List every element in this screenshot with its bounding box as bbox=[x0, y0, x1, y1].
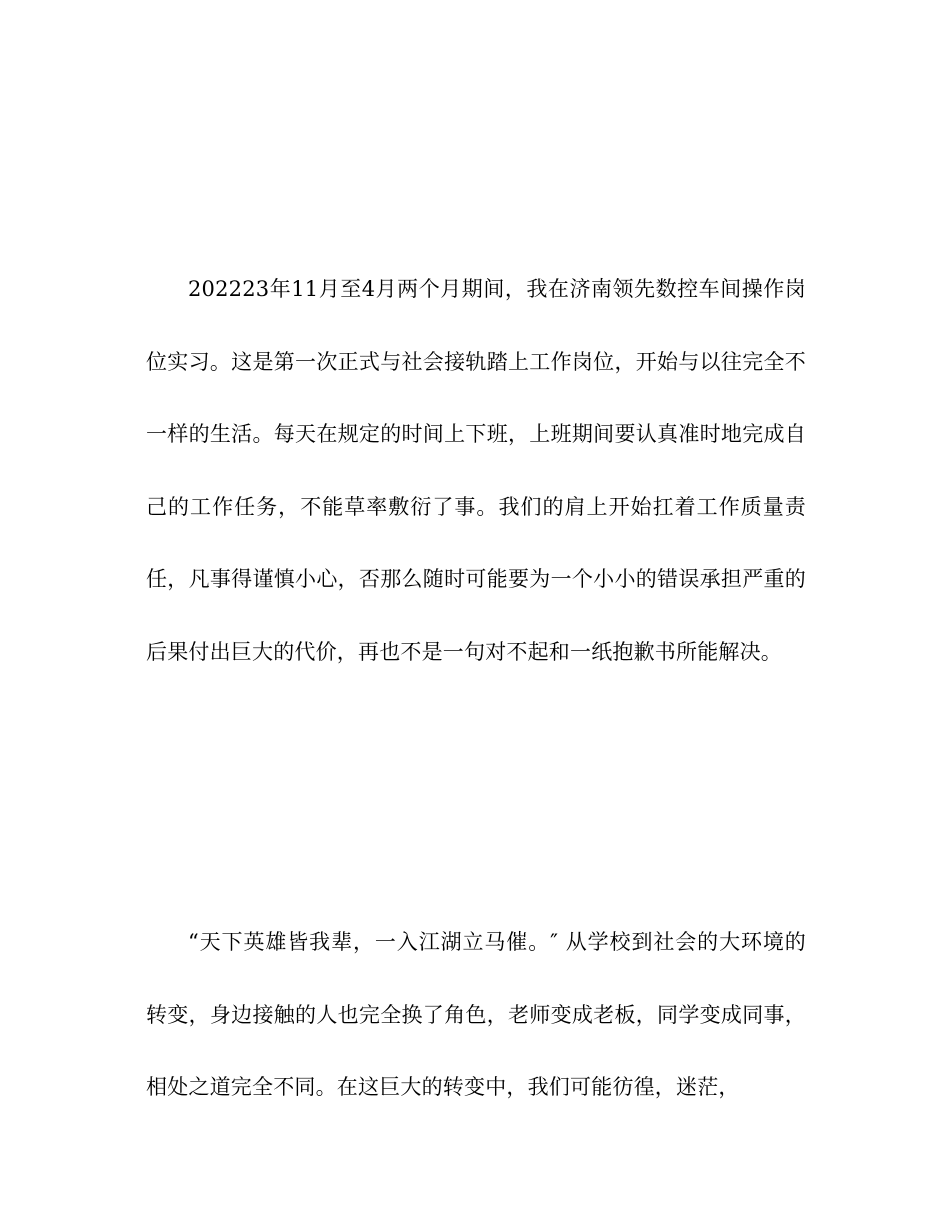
paragraph-environment-change: “天下英雄皆我辈，一入江湖立马催。″ 从学校到社会的大环境的转变，身边接触的人也完全换了角色，老师变成老板，同学变成同事，相处之道完全不同。在这巨大的转变中，我们可能彷徨，迷茫， bbox=[146, 930, 806, 1099]
paragraph-internship-intro: 202223年11月至4月两个月期间，我在济南领先数控车间操作岗位实习。这是第一次正式与社会接轨踏上工作岗位，开始与以往完全不一样的生活。每天在规定的时间上下班，上班期间要认真准时地完成自己的工作任务，不能草率敷衍了事。我们的肩上开始扛着工作质量责任，凡事得谨慎小心，否那么随时可能要为一个小小的错误承担严重的后果付出巨大的代价，再也不是一句对不起和一纸抱歉书所能解决。 bbox=[146, 277, 806, 664]
